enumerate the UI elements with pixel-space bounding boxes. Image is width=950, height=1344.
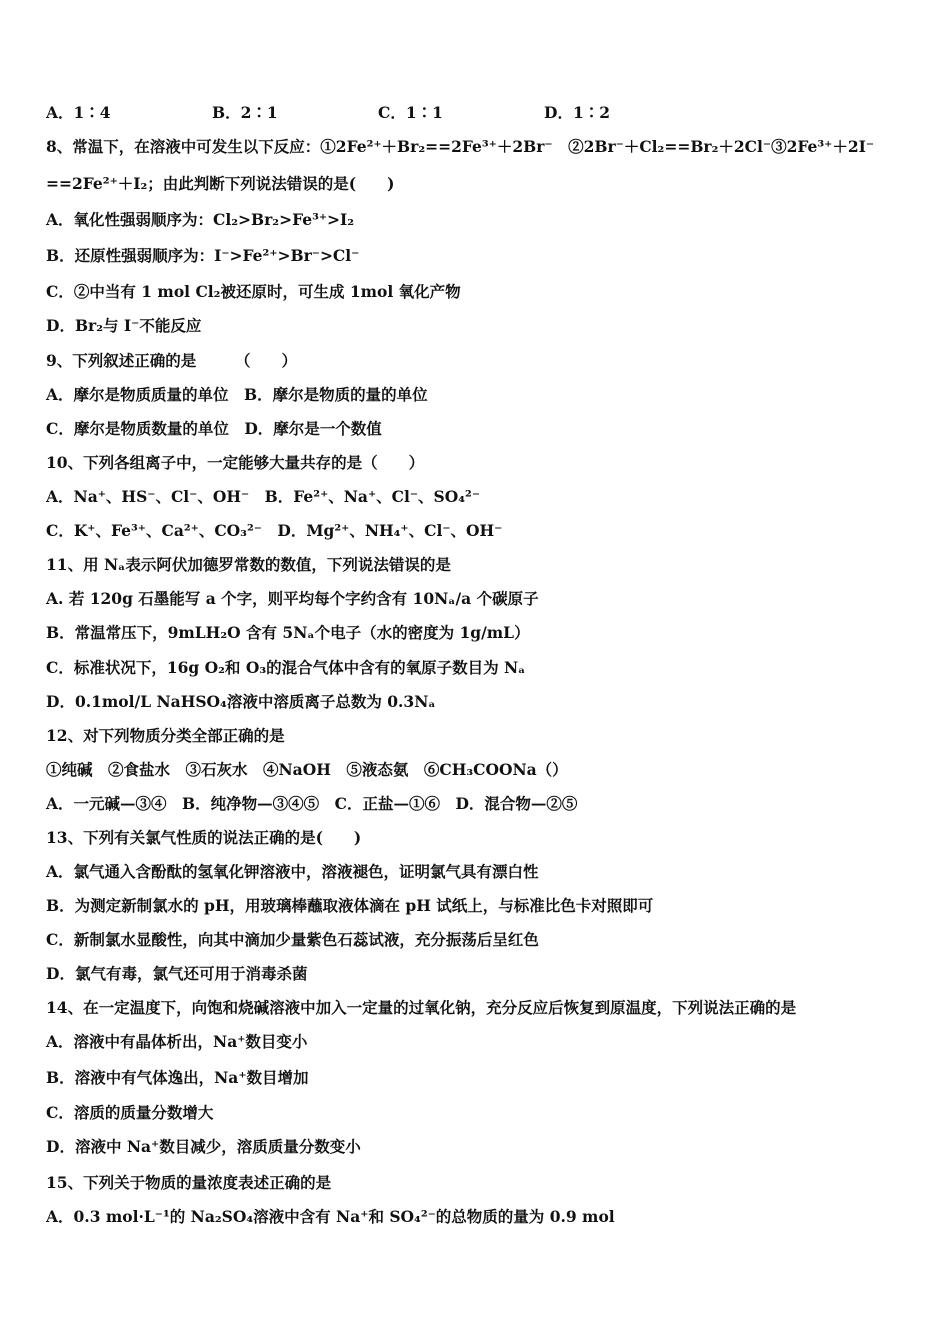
q14-option-b: B．溶液中有气体逸出，Na⁺数目增加 (46, 1068, 309, 1087)
q11-option-b: B．常温常压下，9mLH₂O 含有 5Nₐ个电子（水的密度为 1g/mL） (46, 623, 530, 642)
q10-options-cd: C．K⁺、Fe³⁺、Ca²⁺、CO₃²⁻ D．Mg²⁺、NH₄⁺、Cl⁻、OH⁻ (46, 521, 503, 540)
q10-options-ab: A．Na⁺、HS⁻、Cl⁻、OH⁻ B．Fe²⁺、Na⁺、Cl⁻、SO₄²⁻ (46, 487, 481, 506)
q12-stem: 12、对下列物质分类全部正确的是 (46, 726, 285, 745)
q8-option-c: C．②中当有 1 mol Cl₂被还原时，可生成 1mol 氧化产物 (46, 282, 461, 301)
q15-option-a: A．0.3 mol·L⁻¹的 Na₂SO₄溶液中含有 Na⁺和 SO₄²⁻的总物质的量为 0.9 mol (46, 1207, 615, 1226)
q7-option-c: C．1∶1 (378, 103, 443, 122)
q11-option-d: D．0.1mol/L NaHSO₄溶液中溶质离子总数为 0.3Nₐ (46, 692, 436, 711)
q11-option-c: C．标准状况下，16g O₂和 O₃的混合气体中含有的氧原子数目为 Nₐ (46, 658, 526, 677)
q7-option-a: A．1∶4 (46, 103, 111, 122)
q12-options: A．一元碱—③④ B．纯净物—③④⑤ C．正盐—①⑥ D．混合物—②⑤ (46, 794, 578, 813)
q8-option-a: A．氧化性强弱顺序为：Cl₂>Br₂>Fe³⁺>I₂ (46, 210, 355, 229)
q13-option-a: A．氯气通入含酚酞的氢氧化钾溶液中，溶液褪色，证明氯气具有漂白性 (46, 862, 539, 881)
q10-stem: 10、下列各组离子中，一定能够大量共存的是（ ） (46, 453, 425, 472)
q13-option-c: C．新制氯水显酸性，向其中滴加少量紫色石蕊试液，充分振荡后呈红色 (46, 930, 539, 949)
q7-options-row (46, 103, 906, 123)
q7-option-b: B．2∶1 (212, 103, 278, 122)
q15-stem: 15、下列关于物质的量浓度表述正确的是 (46, 1173, 332, 1192)
q12-items: ①纯碱 ②食盐水 ③石灰水 ④NaOH ⑤液态氨 ⑥CH₃COONa（） (46, 760, 568, 779)
q7-option-d: D．1∶2 (544, 103, 611, 122)
q13-stem: 13、下列有关氯气性质的说法正确的是( ) (46, 828, 362, 847)
q9-options-cd: C．摩尔是物质数量的单位 D．摩尔是一个数值 (46, 419, 382, 438)
q11-stem: 11、用 Nₐ表示阿伏加德罗常数的数值，下列说法错误的是 (46, 555, 451, 574)
q8-option-d: D．Br₂与 I⁻不能反应 (46, 316, 202, 335)
q14-option-d: D．溶液中 Na⁺数目减少，溶质质量分数变小 (46, 1137, 361, 1156)
q13-option-d: D．氯气有毒，氯气还可用于消毒杀菌 (46, 964, 308, 983)
q9-stem: 9、下列叙述正确的是 （ ） (46, 351, 298, 370)
q14-option-a: A．溶液中有晶体析出，Na⁺数目变小 (46, 1032, 308, 1051)
q14-option-c: C．溶质的质量分数增大 (46, 1103, 214, 1122)
q14-stem: 14、在一定温度下，向饱和烧碱溶液中加入一定量的过氧化钠，充分反应后恢复到原温度，下列说法正确的是 (46, 998, 797, 1017)
q9-options-ab: A．摩尔是物质质量的单位 B．摩尔是物质的量的单位 (46, 385, 428, 404)
q13-option-b: B．为测定新制氯水的 pH，用玻璃棒蘸取液体滴在 pH 试纸上，与标准比色卡对照即可 (46, 896, 654, 915)
q8-stem-line-1: 8、常温下，在溶液中可发生以下反应：①2Fe²⁺＋Br₂==2Fe³⁺＋2Br⁻ ②2Br⁻＋Cl₂==Br₂＋2Cl⁻③2Fe³⁺＋2I⁻ (46, 137, 875, 156)
q8-option-b: B．还原性强弱顺序为：I⁻>Fe²⁺>Br⁻>Cl⁻ (46, 246, 360, 265)
q8-stem-line-2: ==2Fe²⁺＋I₂；由此判断下列说法错误的是( ) (46, 174, 395, 193)
q11-option-a: A. 若 120g 石墨能写 a 个字，则平均每个字约含有 10Nₐ/a 个碳原子 (46, 589, 539, 608)
